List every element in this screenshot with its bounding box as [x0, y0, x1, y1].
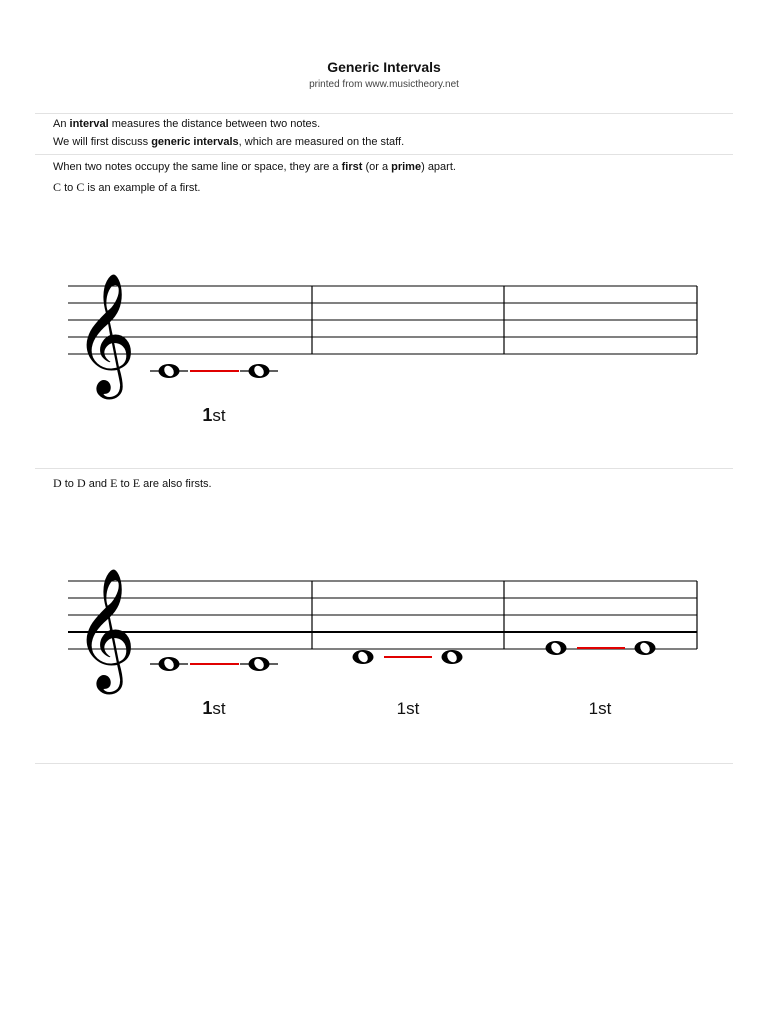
staff-example-1 — [0, 255, 768, 430]
page-source: printed from www.musictheory.net — [309, 79, 459, 90]
interval-label: 1st — [588, 699, 612, 718]
treble-clef-icon: 𝄞 — [74, 272, 137, 394]
intro-line-2: We will first discuss generic intervals, which are measured on the staff. — [53, 136, 405, 148]
measure-1 — [150, 364, 278, 425]
divider — [35, 113, 733, 114]
intro-line-1: An interval measures the distance between two notes. — [53, 118, 321, 130]
divider — [35, 468, 733, 469]
staff-lines — [68, 581, 697, 649]
interval-label: 1st — [396, 699, 420, 718]
measure-1 — [150, 657, 278, 718]
first-line-2: C to C is an example of a first. — [53, 180, 201, 194]
term-generic-intervals: generic intervals — [151, 136, 239, 148]
treble-clef-icon: 𝄞 — [74, 567, 137, 689]
term-first: first — [341, 161, 363, 173]
divider — [35, 154, 733, 155]
interval-label: 1st — [202, 405, 226, 425]
divider — [35, 763, 733, 764]
page-title: Generic Intervals — [327, 59, 441, 75]
measure-3 — [546, 641, 656, 718]
interval-label: 1st — [202, 698, 226, 718]
term-prime: prime — [391, 161, 422, 173]
staff-example-2 — [0, 550, 768, 725]
measure-2 — [353, 650, 463, 718]
staff-lines — [68, 286, 697, 354]
term-interval: interval — [69, 118, 109, 130]
also-line-1: D to D and E to E are also firsts. — [53, 476, 212, 490]
first-line-1: When two notes occupy the same line or space, they are a first (or a prime) apart. — [53, 161, 456, 173]
page-header — [0, 58, 768, 92]
